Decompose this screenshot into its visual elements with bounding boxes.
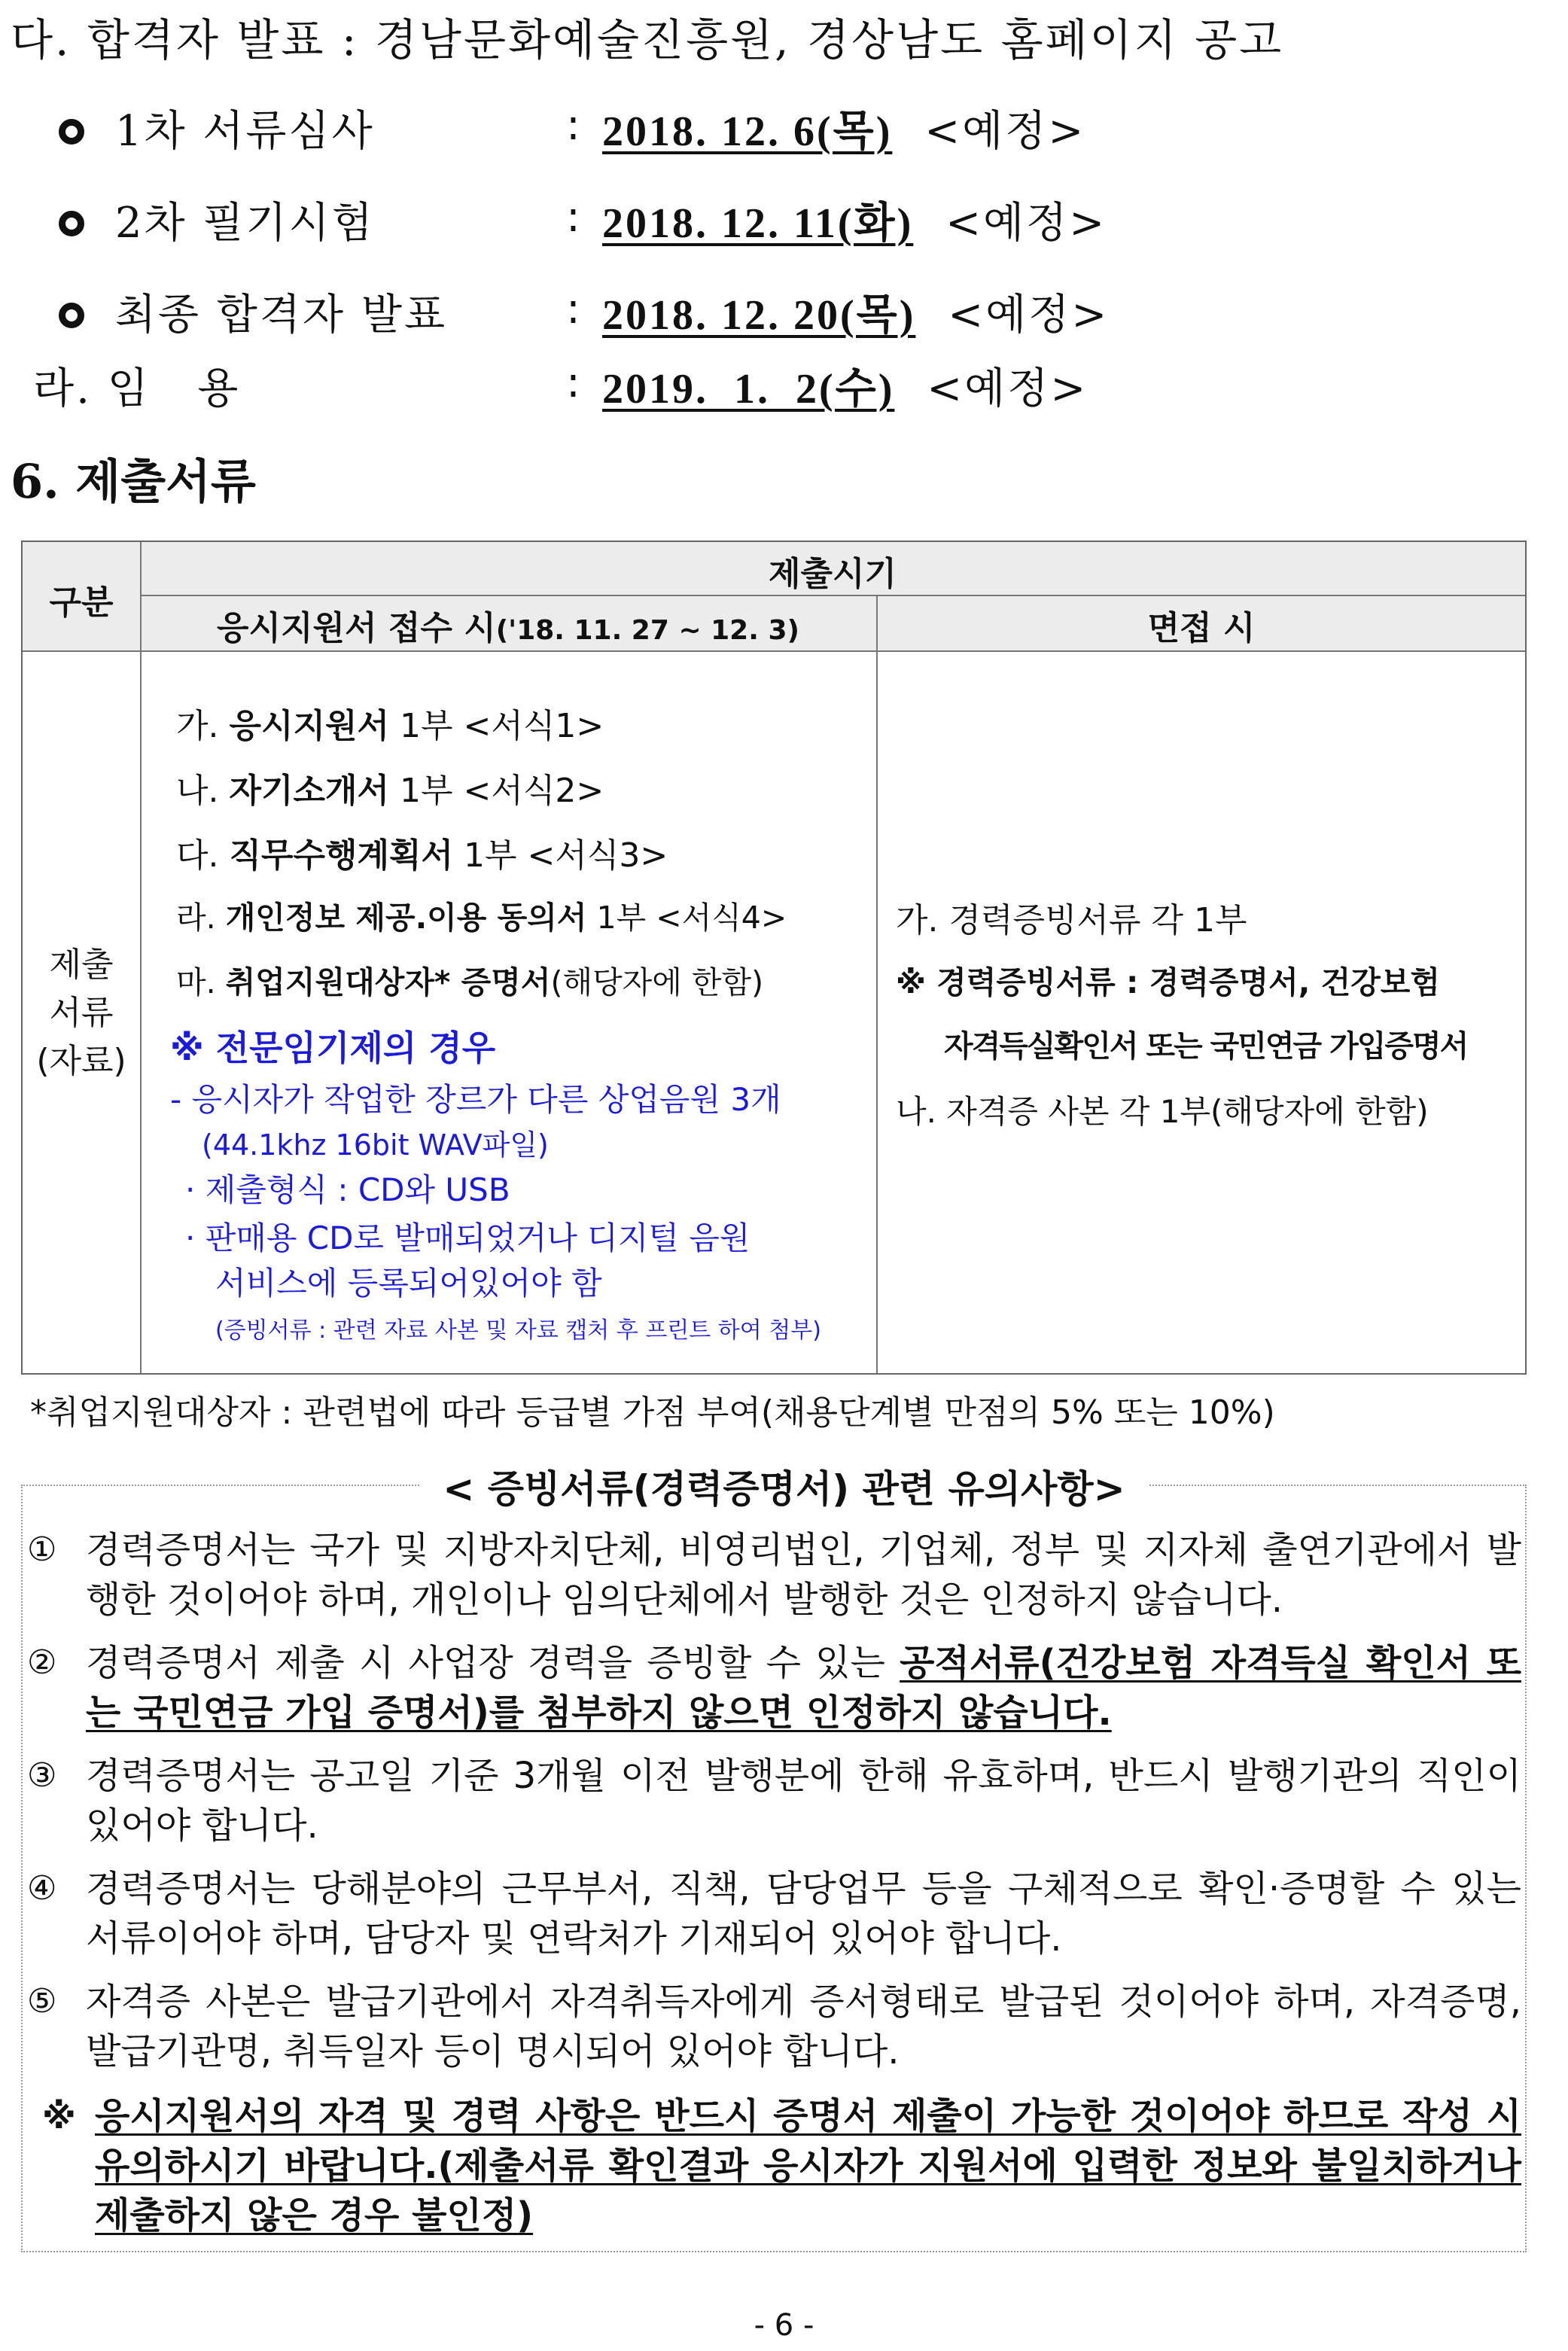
item-rest: 1부 <서식4> — [586, 900, 787, 936]
row-label-line: 제출 — [49, 946, 114, 984]
item-prefix: 나. — [176, 772, 219, 810]
col-category-header: 구분 — [49, 583, 114, 622]
interview-note: 자격득실확인서 또는 국민연금 가입증명서 — [944, 1029, 1468, 1064]
documents-table — [21, 541, 1527, 1375]
schedule-date: 2018. 12. 6(목) — [602, 108, 893, 155]
note-number: ④ — [27, 1869, 57, 1908]
item-rest: 1부 <서식2> — [389, 772, 604, 810]
schedule-row-2 — [59, 190, 375, 250]
divider — [876, 595, 878, 1373]
item-prefix: 라. — [176, 900, 216, 936]
schedule-date-1 — [602, 98, 1085, 158]
note-text: 경력증명서는 공고일 기준 3개월 이전 발행분에 한해 유효하며, 반드시 발행기관의 직인이 있어야 합니다. — [86, 1755, 1521, 1847]
interview-item: 가. 경력증빙서류 각 1부 — [896, 901, 1247, 939]
col-application-label: 응시지원서 접수 시 — [217, 609, 496, 647]
appointment-label: 라. 임 용 — [33, 364, 241, 413]
item-prefix: 가. — [176, 707, 219, 745]
note-text: 자격증 사본은 발급기관에서 자격취득자에게 증서형태로 발급된 것이어야 하며, 자격증명, 발급기관명, 취득일자 등이 명시되어 있어야 합니다. — [86, 1981, 1521, 2072]
item-rest: (해당자에 한함) — [550, 964, 764, 1000]
footnote: *취업지원대상자 : 관련법에 따라 등급별 가점 부여(채용단계별 만점의 5% 또는 10%) — [30, 1393, 1275, 1432]
schedule-label: 최종 합격자 발표 — [114, 291, 448, 340]
item-prefix: 마. — [176, 964, 216, 1000]
divider — [140, 542, 142, 1373]
section-6-title: 6. 제출서류 — [11, 454, 256, 509]
note-text-bold: 공적서류(건강보험 자격득실 확인서 또는 국민연금 가입 증명서)를 첨부하지 않으면 인정하지 않습니다. — [86, 1642, 1521, 1734]
note-item — [27, 1751, 1521, 1850]
special-title: ※ 전문임기제의 경우 — [170, 1028, 496, 1068]
note-number: ⑤ — [27, 1982, 57, 2021]
item-name: 직무수행계획서 — [229, 836, 454, 875]
appointment-date-row — [602, 355, 1088, 416]
item-rest: 1부 <서식3> — [453, 836, 668, 875]
row-label-line: 서류 — [49, 994, 114, 1032]
appointment-note: <예정> — [927, 364, 1088, 413]
note-item — [27, 1638, 1521, 1737]
schedule-row-3 — [59, 282, 447, 342]
item-name: 개인정보 제공.이용 동의서 — [225, 900, 587, 936]
schedule-date-3 — [602, 282, 1109, 342]
col-timing-header: 제출시기 — [768, 555, 897, 593]
note-item — [27, 1977, 1521, 2076]
note-text — [86, 1638, 1521, 1737]
reference-mark-icon: ※ — [42, 2096, 76, 2136]
schedule-note: <예정> — [924, 107, 1086, 156]
final-note-text: 응시지원서의 자격 및 경력 사항은 반드시 증명서 제출이 가능한 것이어야 하므로 작성 시 유의하시기 바랍니다.(제출서류 확인결과 응시자가 지원서에 입력한 정보와 불일치하거나 제출하지 않은 경우 불인정) — [95, 2095, 1521, 2237]
notes-title-text: < 증빙서류(경력증명서) 관련 유의사항> — [420, 1467, 1147, 1511]
col-application-header — [140, 601, 876, 649]
item-rest: 1부 <서식1> — [389, 707, 604, 745]
item-name: 취업지원대상자* 증명서 — [225, 964, 551, 1000]
schedule-colon: : — [566, 193, 583, 242]
schedule-date-2 — [602, 190, 1107, 250]
interview-note: ※ 경력증빙서류 : 경력증명서, 건강보험 — [896, 964, 1441, 1000]
row-label-line: (자료) — [36, 1042, 126, 1080]
schedule-colon: : — [566, 285, 583, 333]
circle-bullet-icon — [59, 303, 84, 328]
note-number: ② — [27, 1643, 57, 1682]
schedule-colon: : — [566, 101, 583, 150]
col-interview-header: 면접 시 — [1147, 609, 1256, 647]
application-item — [176, 893, 787, 937]
special-line: (증빙서류 : 관련 자료 사본 및 자료 캡처 후 프린트 하여 첨부) — [215, 1317, 821, 1344]
section-da-heading: 다. 합격자 발표 : 경남문화예술진흥원, 경상남도 홈페이지 공고 — [11, 14, 1284, 65]
special-line: · 판매용 CD로 발매되었거나 디지털 음원 — [185, 1220, 751, 1256]
schedule-date: 2018. 12. 20(목) — [602, 292, 916, 339]
note-text-plain: 경력증명서 제출 시 사업장 경력을 증빙할 수 있는 — [86, 1642, 900, 1684]
application-item — [176, 699, 604, 747]
divider — [23, 650, 1525, 652]
schedule-label: 2차 필기시험 — [114, 199, 375, 248]
note-item — [27, 1864, 1521, 1963]
schedule-note: <예정> — [948, 291, 1110, 340]
special-line: (44.1khz 16bit WAV파일) — [202, 1128, 549, 1162]
special-line: 서비스에 등록되어있어야 함 — [215, 1265, 602, 1302]
appointment-date: 2019. 1. 2(수) — [602, 366, 895, 413]
item-prefix: 다. — [176, 836, 219, 875]
interview-item: 나. 자격증 사본 각 1부(해당자에 한함) — [896, 1093, 1429, 1130]
special-line: - 응시자가 작업한 장르가 다른 상업음원 3개 — [170, 1081, 781, 1118]
item-name: 자기소개서 — [229, 772, 390, 810]
notes-title — [0, 1459, 1568, 1513]
schedule-date: 2018. 12. 11(화) — [602, 200, 914, 247]
schedule-label: 1차 서류심사 — [114, 107, 375, 156]
note-text: 경력증명서는 국가 및 지방자치단체, 비영리법인, 기업체, 정부 및 지자체 출연기관에서 발행한 것이어야 하며, 개인이나 임의단체에서 발행한 것은 인정하지 않습니다. — [86, 1529, 1521, 1621]
circle-bullet-icon — [59, 211, 84, 236]
note-item — [27, 1525, 1521, 1625]
schedule-row-1 — [59, 98, 375, 158]
schedule-note: <예정> — [945, 199, 1107, 248]
special-line: · 제출형식 : CD와 USB — [185, 1171, 510, 1208]
row-label — [23, 941, 140, 1086]
col-application-period: ('18. 11. 27 ~ 12. 3) — [495, 615, 799, 646]
application-item — [176, 828, 668, 876]
note-number: ③ — [27, 1756, 57, 1795]
note-number: ① — [27, 1530, 57, 1569]
application-item — [176, 763, 604, 812]
divider — [140, 595, 1525, 596]
item-name: 응시지원서 — [229, 707, 390, 745]
note-text: 경력증명서는 당해분야의 근무부서, 직책, 담당업무 등을 구체적으로 확인·증명할 수 있는 서류이어야 하며, 담당자 및 연락처가 기재되어 있어야 합니다. — [86, 1868, 1521, 1960]
circle-bullet-icon — [59, 119, 84, 145]
final-note — [42, 2091, 1521, 2240]
page-number: - 6 - — [754, 2308, 814, 2343]
application-item — [176, 958, 763, 1002]
appointment-colon: : — [566, 358, 583, 407]
